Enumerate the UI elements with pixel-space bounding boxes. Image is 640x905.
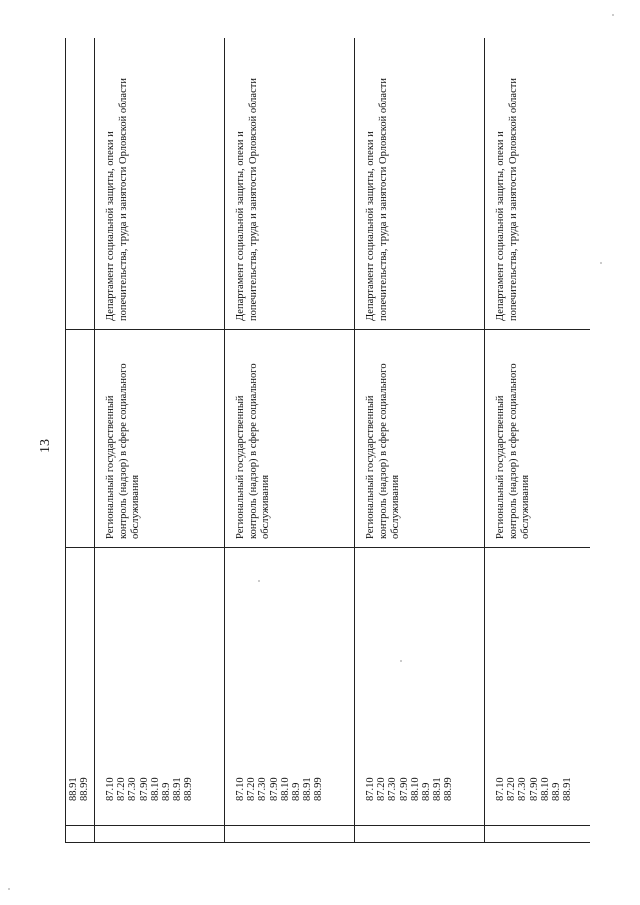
code-line: 87.20 bbox=[116, 777, 128, 801]
authority-line: Департамент социальной защиты, опеки и bbox=[365, 131, 376, 321]
code-line: 88.91 bbox=[172, 777, 184, 801]
control-line: Региональный государственный bbox=[235, 395, 246, 539]
code-line: 88.9 bbox=[161, 782, 173, 801]
code-line: 88.10 bbox=[279, 777, 291, 801]
code-line: 88.99 bbox=[443, 777, 455, 801]
code-line: 87.20 bbox=[506, 777, 518, 801]
code-line: 88.91 bbox=[302, 777, 314, 801]
code-line: 87.90 bbox=[528, 777, 540, 801]
cell-codes bbox=[66, 548, 95, 826]
code-line: 88.9 bbox=[551, 782, 563, 801]
cell-control bbox=[95, 330, 225, 548]
code-line: 88.91 bbox=[562, 777, 574, 801]
cell-control bbox=[355, 330, 485, 548]
control-line: контроль (надзор) в сфере социального bbox=[377, 363, 389, 539]
scan-speck bbox=[258, 580, 260, 582]
code-line: 88.91 bbox=[432, 777, 444, 801]
cell-codes bbox=[225, 548, 355, 826]
table-row bbox=[225, 38, 355, 843]
code-line: 87.30 bbox=[517, 777, 529, 801]
code-line: 88.10 bbox=[539, 777, 551, 801]
code-line: 87.10 bbox=[105, 777, 116, 801]
page-number: 13 bbox=[38, 439, 53, 453]
authority-line: Департамент социальной защиты, опеки и bbox=[495, 131, 506, 321]
control-line: Региональный государственный bbox=[105, 395, 116, 539]
authority-line: попечительства, труда и занятости Орловской области bbox=[247, 78, 259, 321]
code-line: 88.10 bbox=[149, 777, 161, 801]
code-line: 87.20 bbox=[246, 777, 258, 801]
scan-speck bbox=[612, 14, 614, 16]
authority-line: Департамент социальной защиты, опеки и bbox=[105, 131, 116, 321]
cell-index bbox=[355, 826, 485, 843]
scan-speck bbox=[400, 660, 402, 662]
table-row bbox=[95, 38, 225, 843]
cell-authority bbox=[95, 38, 225, 330]
code-line: 87.20 bbox=[376, 777, 388, 801]
table-row bbox=[355, 38, 485, 843]
cell-index bbox=[225, 826, 355, 843]
table-row-continuation bbox=[66, 38, 95, 843]
authority-line: Департамент социальной защиты, опеки и bbox=[235, 131, 246, 321]
cell-codes bbox=[485, 548, 591, 826]
code-line: 88.99 bbox=[313, 777, 325, 801]
cell-control bbox=[225, 330, 355, 548]
control-line: обслуживания bbox=[520, 474, 531, 539]
code-line: 87.30 bbox=[127, 777, 139, 801]
authority-line: попечительства, труда и занятости Орловской области bbox=[117, 78, 129, 321]
control-line: обслуживания bbox=[260, 474, 271, 539]
control-line: Региональный государственный bbox=[495, 395, 506, 539]
control-line: контроль (надзор) в сфере социального bbox=[247, 363, 259, 539]
activity-table bbox=[65, 38, 590, 843]
cell-authority bbox=[225, 38, 355, 330]
control-line: Региональный государственный bbox=[365, 395, 376, 539]
control-line: обслуживания bbox=[390, 474, 401, 539]
cell-authority bbox=[66, 38, 95, 330]
code-line: 87.90 bbox=[138, 777, 150, 801]
cell-authority bbox=[355, 38, 485, 330]
code-line: 88.91 bbox=[68, 777, 79, 801]
control-line: контроль (надзор) в сфере социального bbox=[117, 363, 129, 539]
code-line: 87.30 bbox=[387, 777, 399, 801]
code-line: 87.10 bbox=[365, 777, 376, 801]
cell-codes bbox=[95, 548, 225, 826]
cell-control bbox=[66, 330, 95, 548]
cell-codes bbox=[355, 548, 485, 826]
code-line: 88.9 bbox=[291, 782, 303, 801]
code-line: 87.30 bbox=[257, 777, 269, 801]
code-line: 87.90 bbox=[268, 777, 280, 801]
table-viewport bbox=[65, 38, 590, 843]
cell-index bbox=[95, 826, 225, 843]
code-line: 88.10 bbox=[409, 777, 421, 801]
code-line: 88.99 bbox=[79, 777, 91, 801]
code-line: 87.10 bbox=[235, 777, 246, 801]
control-line: обслуживания bbox=[130, 474, 141, 539]
authority-line: попечительства, труда и занятости Орловской области bbox=[507, 78, 519, 321]
code-line: 87.90 bbox=[398, 777, 410, 801]
code-line: 88.99 bbox=[183, 777, 195, 801]
cell-authority bbox=[485, 38, 591, 330]
control-line: контроль (надзор) в сфере социального bbox=[507, 363, 519, 539]
cell-control bbox=[485, 330, 591, 548]
authority-line: попечительства, труда и занятости Орловской области bbox=[377, 78, 389, 321]
code-line: 88.9 bbox=[421, 782, 433, 801]
table-row bbox=[485, 38, 591, 843]
rotated-table-container bbox=[65, 38, 590, 843]
cell-index bbox=[66, 826, 95, 843]
scan-speck bbox=[8, 888, 10, 890]
cell-index bbox=[485, 826, 591, 843]
code-line: 87.10 bbox=[495, 777, 506, 801]
scan-speck bbox=[600, 262, 602, 264]
